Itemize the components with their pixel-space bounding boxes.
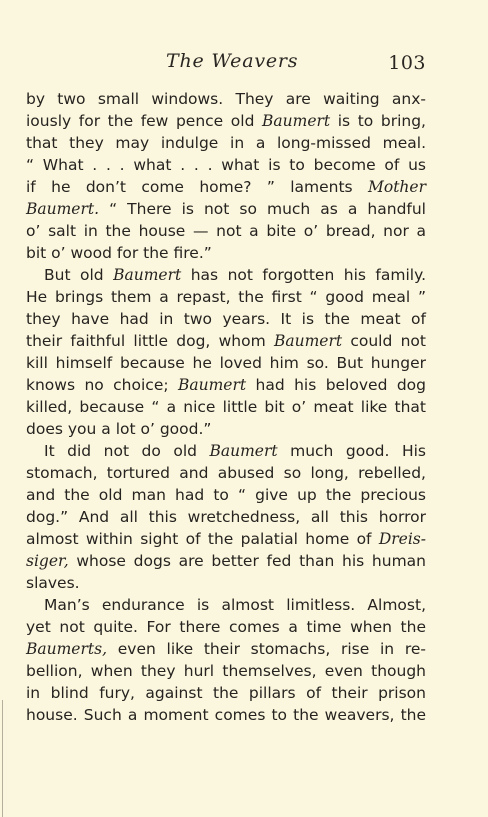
text-segment: had his beloved dog: [246, 376, 427, 394]
text-segment: by two small windows. They are waiting anx-: [26, 90, 426, 108]
text-segment: slaves.: [26, 574, 80, 592]
text-line: [26, 572, 426, 594]
italic-text: Baumert: [209, 442, 278, 460]
text-line: [26, 308, 426, 330]
text-line: [26, 528, 426, 550]
text-line: [26, 682, 426, 704]
text-line: [26, 594, 426, 616]
text-segment: house. Such a moment comes to the weavers, the: [26, 706, 426, 724]
text-segment: But old: [44, 266, 114, 284]
text-line: [26, 110, 426, 132]
text-line: [26, 176, 426, 198]
text-line: [26, 638, 426, 660]
text-segment: “ What . . . what . . . what is to become of us: [26, 156, 426, 174]
text-line: [26, 374, 426, 396]
text-segment: could not: [342, 332, 426, 350]
running-header: [26, 50, 426, 76]
text-segment: has not forgotten his family.: [181, 266, 426, 284]
text-line: [26, 330, 426, 352]
text-segment: much good. His: [277, 442, 426, 460]
text-segment: that they may indulge in a long-missed meal.: [26, 134, 426, 152]
text-line: [26, 462, 426, 484]
text-line: [26, 242, 426, 264]
italic-text: Baumert: [262, 112, 331, 130]
text-segment: Man’s endurance is almost limitless. Almost,: [44, 596, 426, 614]
text-segment: bit o’ wood for the fire.”: [26, 244, 212, 262]
text-line: [26, 616, 426, 638]
text-segment: in blind fury, against the pillars of their prison: [26, 684, 426, 702]
text-line: [26, 286, 426, 308]
body-text: [26, 88, 426, 726]
text-line: [26, 396, 426, 418]
text-line: [26, 506, 426, 528]
text-segment: o’ salt in the house — not a bite o’ bread, nor a: [26, 222, 426, 240]
page-edge-mark: [2, 700, 3, 817]
text-segment: stomach, tortured and abused so long, rebelled,: [26, 464, 426, 482]
text-segment: dog.” And all this wretchedness, all this horror: [26, 508, 426, 526]
italic-text: Baumert: [113, 266, 182, 284]
text-line: [26, 198, 426, 220]
text-line: [26, 88, 426, 110]
text-line: [26, 154, 426, 176]
text-segment: bellion, when they hurl themselves, even though: [26, 662, 426, 680]
text-segment: is to bring,: [330, 112, 426, 130]
text-line: [26, 352, 426, 374]
text-segment: whose dogs are better fed than his human: [68, 552, 426, 570]
text-segment: kill himself because he loved him so. But hunger: [26, 354, 426, 372]
page-number: 103: [388, 52, 426, 74]
text-line: [26, 418, 426, 440]
italic-text: siger,: [26, 552, 69, 570]
text-segment: even like their stomachs, rise in re-: [107, 640, 426, 658]
italic-text: Baumert.: [26, 200, 100, 218]
text-line: [26, 484, 426, 506]
text-line: [26, 440, 426, 462]
italic-text: Mother: [368, 178, 426, 196]
text-line: [26, 132, 426, 154]
running-title: The Weavers: [166, 50, 299, 72]
text-segment: if he don’t come home? ” laments: [26, 178, 368, 196]
text-segment: “ There is not so much as a handful: [99, 200, 426, 218]
italic-text: Baumert: [178, 376, 247, 394]
text-segment: iously for the few pence old: [26, 112, 263, 130]
italic-text: Baumerts,: [26, 640, 108, 658]
text-segment: He brings them a repast, the first “ good meal ”: [26, 288, 426, 306]
text-line: [26, 704, 426, 726]
text-segment: their faithful little dog, whom: [26, 332, 274, 350]
text-segment: does you a lot o’ good.”: [26, 420, 212, 438]
text-segment: they have had in two years. It is the meat of: [26, 310, 426, 328]
text-line: [26, 660, 426, 682]
text-segment: almost within sight of the palatial home of: [26, 530, 379, 548]
text-line: [26, 550, 426, 572]
italic-text: Dreis-: [378, 530, 426, 548]
text-segment: knows no choice;: [26, 376, 178, 394]
text-segment: It did not do old: [44, 442, 210, 460]
text-segment: killed, because “ a nice little bit o’ meat like that: [26, 398, 426, 416]
text-line: [26, 220, 426, 242]
italic-text: Baumert: [273, 332, 343, 350]
text-segment: yet not quite. For there comes a time when the: [26, 618, 426, 636]
text-line: [26, 264, 426, 286]
text-segment: and the old man had to “ give up the precious: [26, 486, 426, 504]
